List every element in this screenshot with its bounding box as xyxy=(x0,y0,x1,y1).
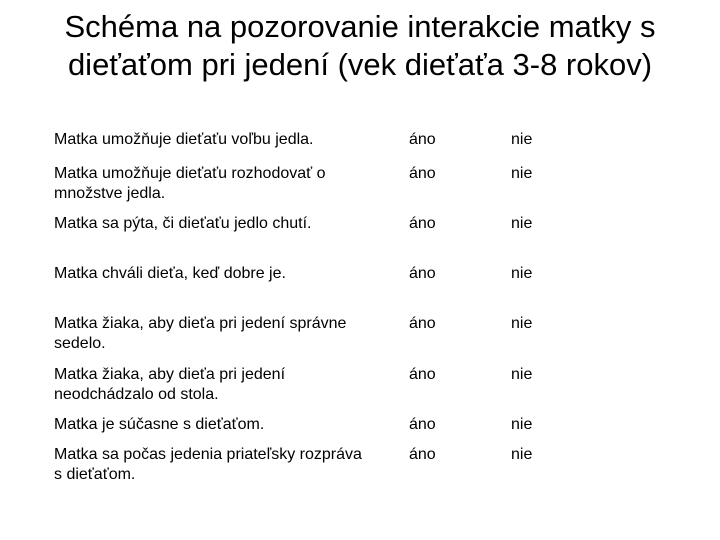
no-option: nie xyxy=(511,265,533,282)
page-title: Schéma na pozorovanie interakcie matky s dieťaťom pri jedení (vek dieťaťa 3-8 rokov) xyxy=(64,9,656,82)
no-option: nie xyxy=(511,315,533,332)
row-statement: Matka žiaka, aby dieťa pri jedení neodchádzalo od stola. xyxy=(54,366,286,403)
no-option: nie xyxy=(511,416,533,433)
yes-option: áno xyxy=(409,131,436,148)
yes-option: áno xyxy=(409,265,436,282)
row-statement: Matka chváli dieťa, keď dobre je. xyxy=(54,265,286,282)
yes-option: áno xyxy=(409,416,436,433)
yes-option: áno xyxy=(409,315,436,332)
yes-option: áno xyxy=(409,446,436,463)
yes-option: áno xyxy=(409,366,436,383)
no-option: nie xyxy=(511,446,533,463)
row-statement: Matka žiaka, aby dieťa pri jedení správne sedelo. xyxy=(54,315,347,352)
no-option: nie xyxy=(511,131,533,148)
yes-option: áno xyxy=(409,215,436,232)
yes-option: áno xyxy=(409,165,436,182)
row-statement: Matka umožňuje dieťaťu rozhodovať o množstve jedla. xyxy=(54,165,326,202)
row-statement: Matka sa pýta, či dieťaťu jedlo chutí. xyxy=(54,215,312,232)
row-statement: Matka umožňuje dieťaťu voľbu jedla. xyxy=(54,131,314,148)
no-option: nie xyxy=(511,215,533,232)
row-statement: Matka je súčasne s dieťaťom. xyxy=(54,416,265,433)
no-option: nie xyxy=(511,366,533,383)
row-statement: Matka sa počas jedenia priateľsky rozpráva s dieťaťom. xyxy=(54,446,362,483)
no-option: nie xyxy=(511,165,533,182)
